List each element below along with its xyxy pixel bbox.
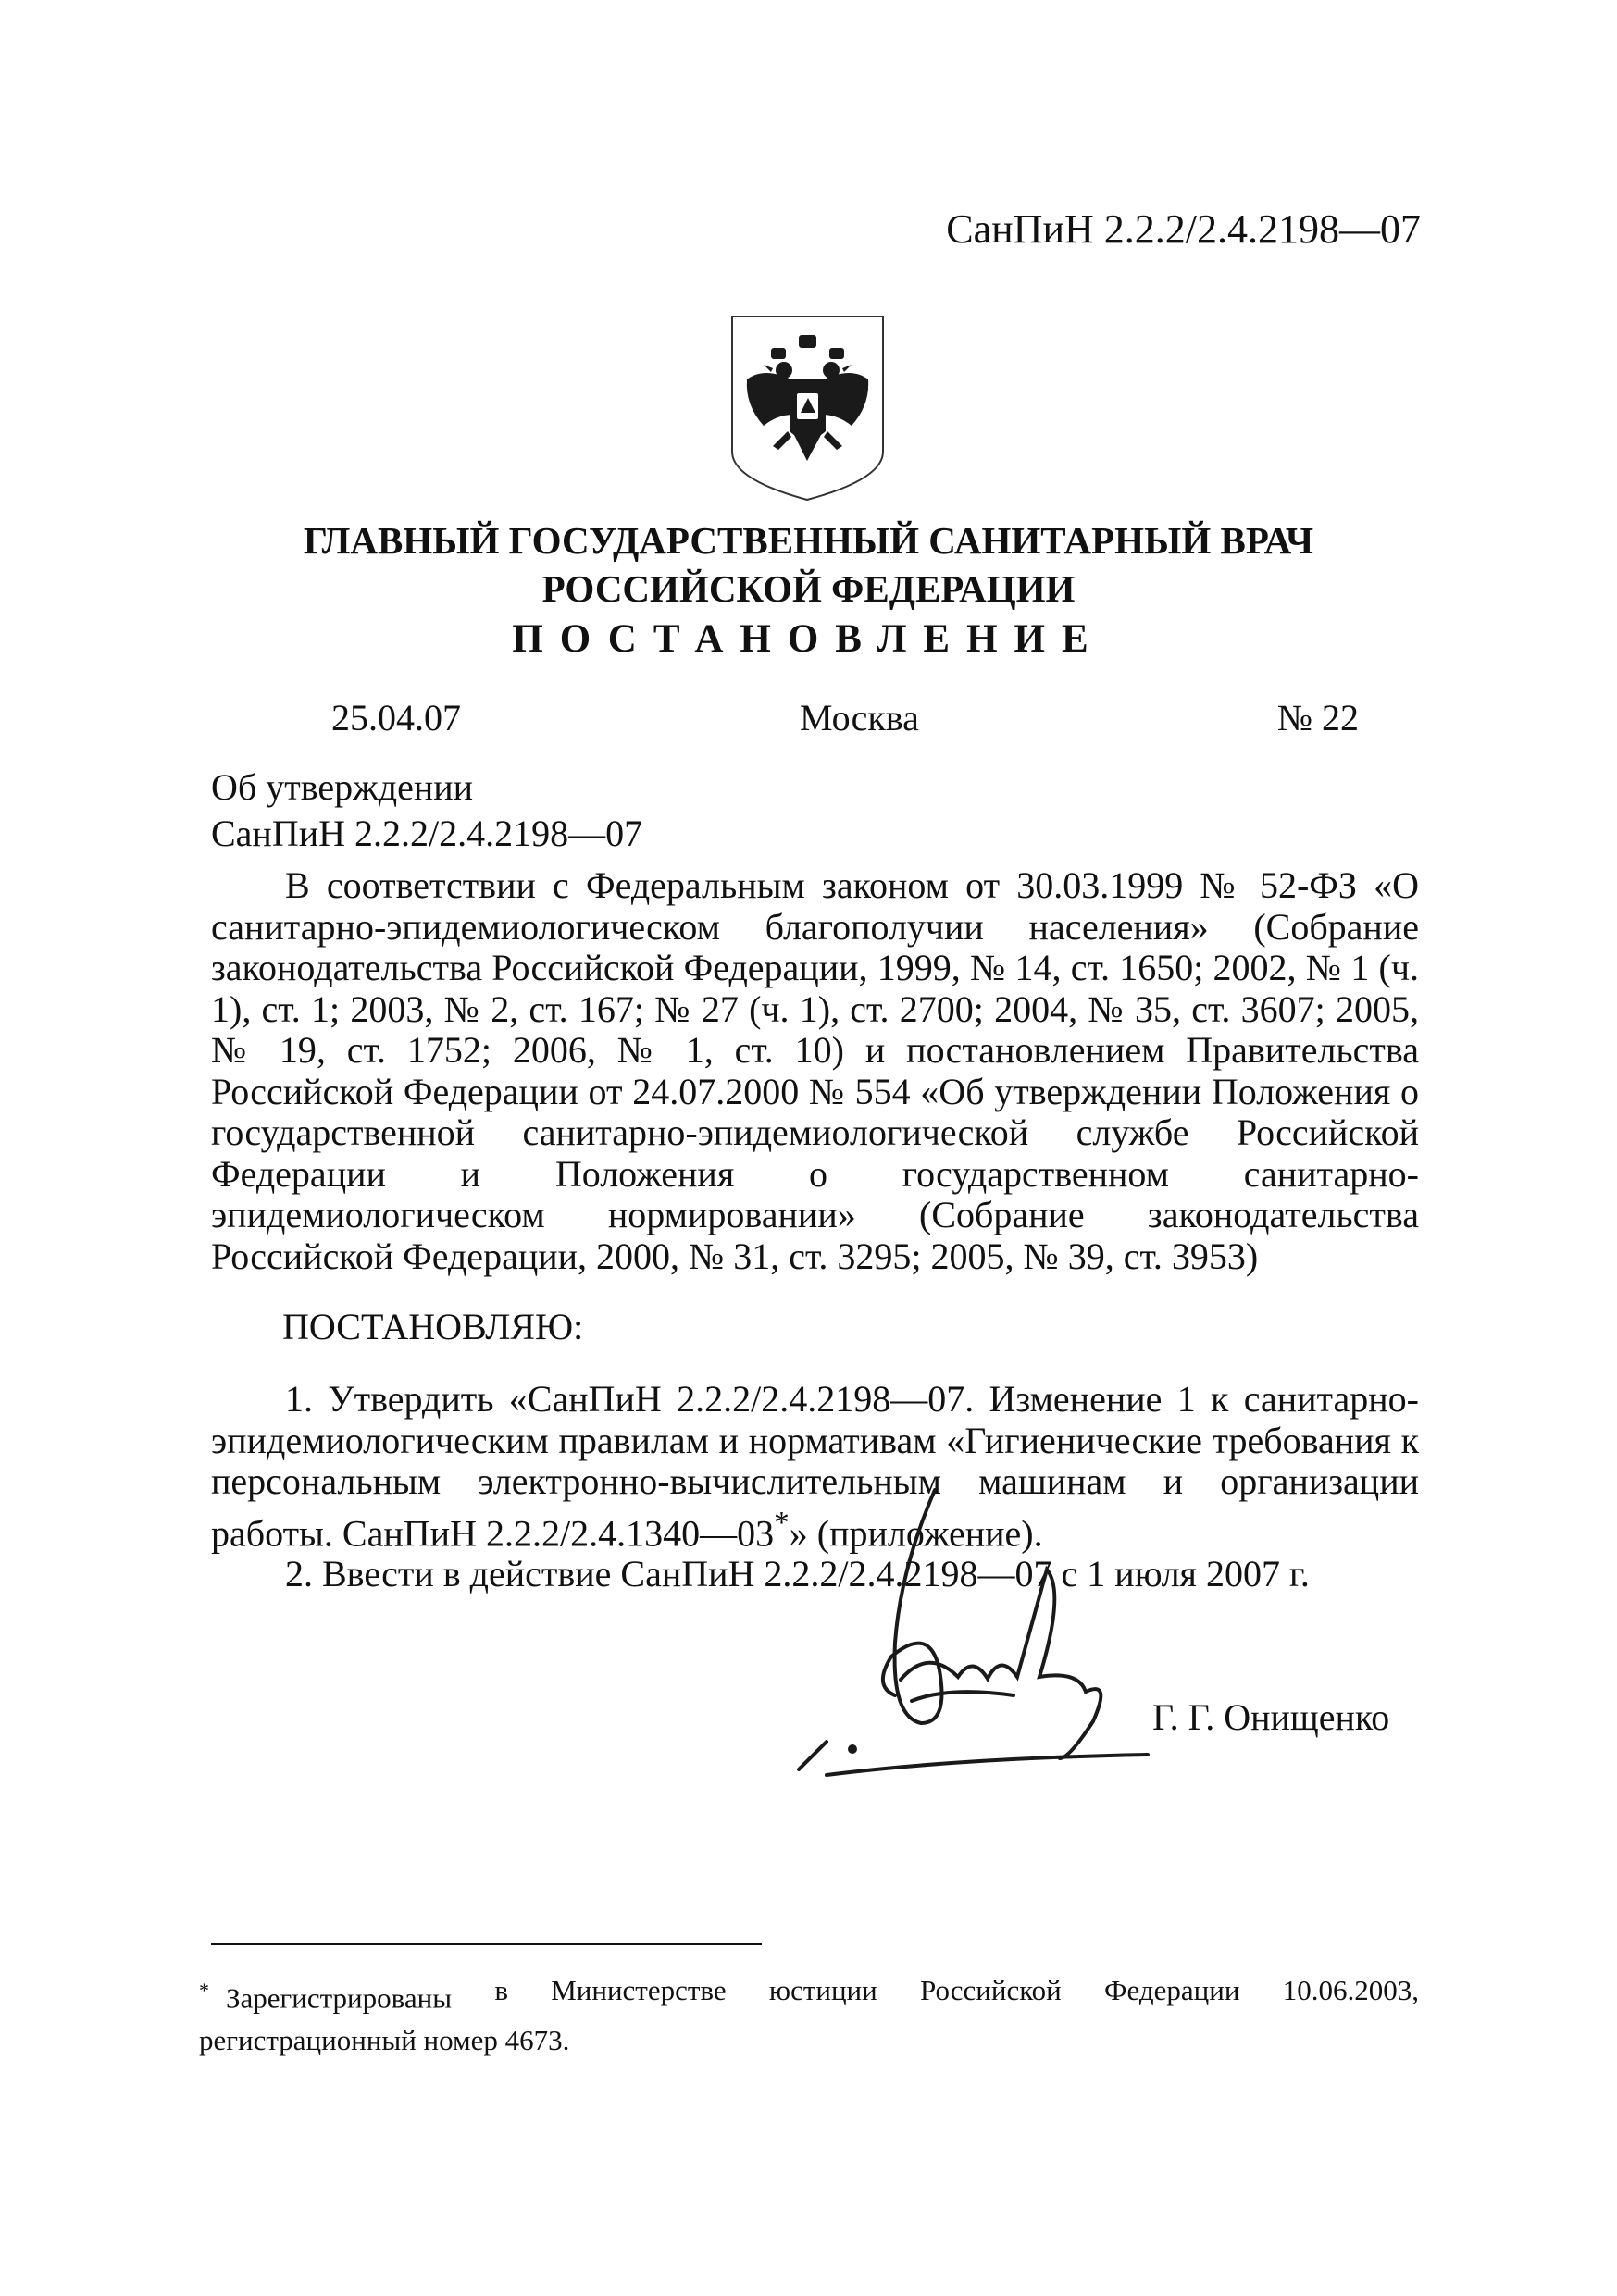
handwritten-signature: [791, 1481, 1152, 1777]
document-code: СанПиН 2.2.2/2.4.2198—07: [946, 206, 1421, 252]
decree-item-1-text: 1. Утвердить «СанПиН 2.2.2/2.4.2198—07. Изменение 1 к санитарно-эпидемиологическим правилам и нормативам «Гигиенические требования к персональным электронно-вычислительным машинам и организации работы. СанПиН 2.2.2/2.4.1340—03: [211, 1378, 1419, 1554]
coat-of-arms-icon: [727, 313, 889, 503]
authority-line-2: РОССИЙСКОЙ ФЕДЕРАЦИИ: [541, 567, 1076, 610]
footnote-separator: [211, 1943, 762, 1945]
decree-item-1-tail: » (приложение).: [789, 1511, 1043, 1554]
decree-word: ПОСТАНОВЛЯЮ:: [282, 1306, 584, 1347]
footnote-word: Федерации: [1104, 1974, 1240, 2006]
footnote-word: юстиции: [768, 1974, 877, 2006]
authority-line-1: ГЛАВНЫЙ ГОСУДАРСТВЕННЫЙ САНИТАРНЫЙ ВРАЧ: [303, 519, 1314, 562]
preamble-paragraph: В соответствии с Федеральным законом от 30.03.1999 № 52-ФЗ «О санитарно-эпидемиологическом благополучии населения» (Собрание законодательства Российской Федерации, 1999, № 14, ст. 1650; 2002, № 1 (ч. 1), ст. 1; 2003, № 2, ст. 167; № 27 (ч. 1), ст. 2700; 2004, № 35, ст. 3607; 2005, № 19, ст. 1752; 2006, № 1, ст. 10) и постановлением Правительства Российской Федерации от 24.07.2000 № 554 «Об утверждении Положения о государственной санитарно-эпидемиологической службе Российской Федерации и Положения о государственном санитарно-эпидемиологическом нормировании» (Собрание законодательства Российской Федерации, 2000, № 31, ст. 3295; 2005, № 39, ст. 3953): [211, 864, 1419, 1277]
signer-name: Г. Г. Онищенко: [1152, 1696, 1390, 1738]
footnote-mark: *: [199, 1979, 209, 2002]
footnote-word: в: [494, 1974, 508, 2006]
document-city: Москва: [800, 697, 919, 738]
subject-line-1: Об утверждении: [211, 766, 474, 808]
footnote-line-1: [199, 1969, 1419, 2019]
document-date: 25.04.07: [331, 697, 461, 738]
decree-item-2: 2. Ввести в действие СанПиН 2.2.2/2.4.2198—07 с 1 июля 2007 г.: [285, 1553, 1310, 1595]
footnote-line-2: регистрационный номер 4673.: [199, 2024, 570, 2057]
document-number: № 22: [1276, 697, 1359, 738]
footnote-word: Министерстве: [551, 1974, 727, 2006]
document-type-heading: ПОСТАНОВЛЕНИЕ: [512, 617, 1105, 661]
subject-line-2: СанПиН 2.2.2/2.4.2198—07: [211, 813, 643, 854]
document-subject: [211, 764, 642, 857]
footnote: [199, 1969, 1419, 2062]
footnote-word: * Зарегистрированы: [199, 1979, 453, 2015]
issuing-authority: [278, 516, 1339, 613]
footnote-word: 10.06.2003,: [1282, 1974, 1419, 2006]
footnote-word: Российской: [920, 1974, 1062, 2006]
footnote-reference-mark: *: [774, 1505, 790, 1540]
